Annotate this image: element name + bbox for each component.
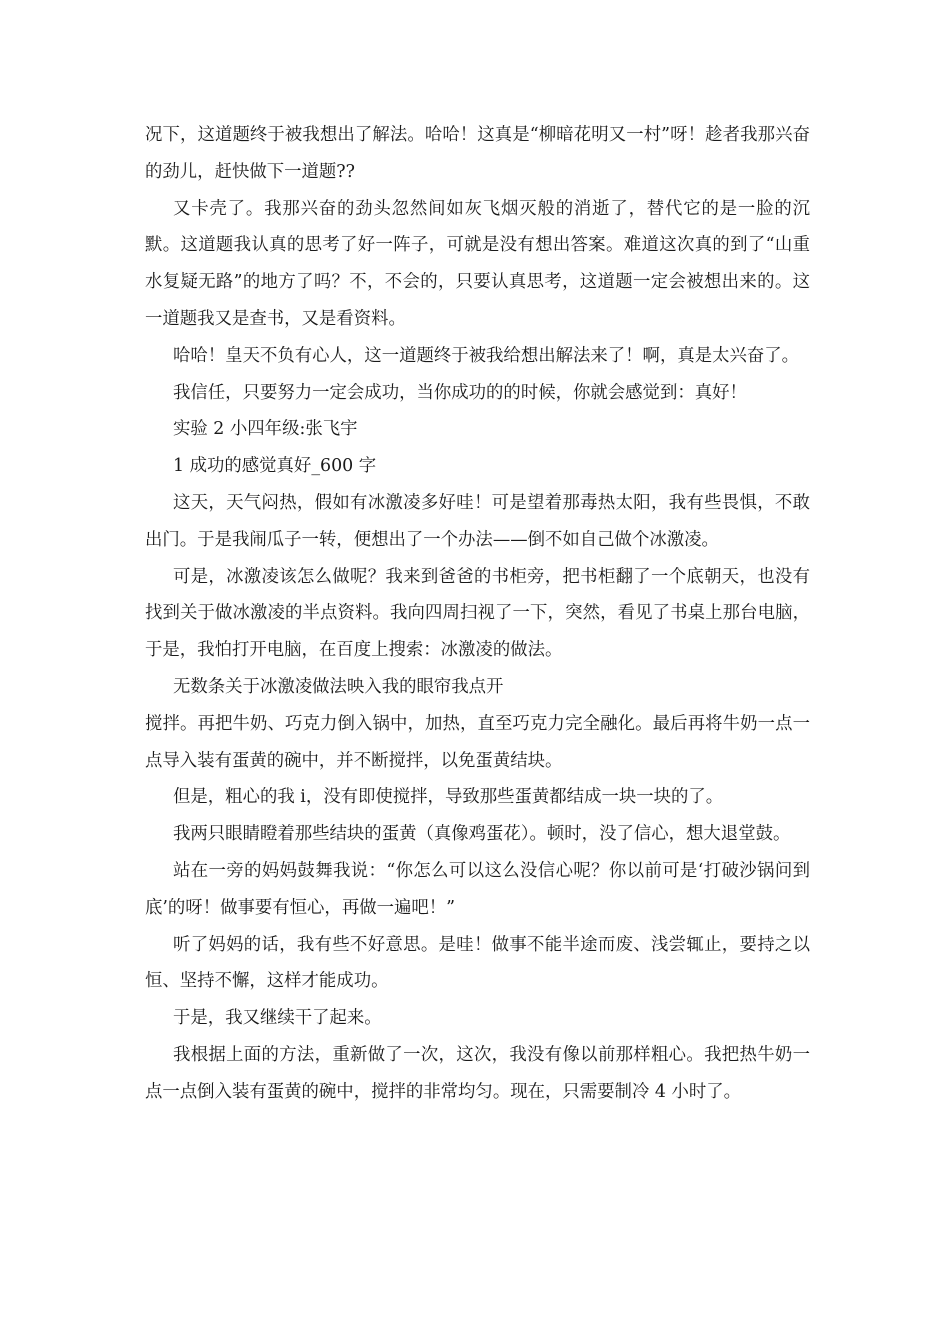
paragraph: 我两只眼睛瞪着那些结块的蛋黄（真像鸡蛋花）。顿时，没了信心，想大退堂鼓。 (173, 824, 791, 845)
paragraph: 哈哈！皇天不负有心人，这一道题终于被我给想出解法来了！啊，真是太兴奋了。 (173, 345, 800, 366)
paragraph: 1 成功的感觉真好_600 字 (173, 456, 377, 477)
paragraph: 况下，这道题终于被我想出了解法。哈哈！这真是“柳暗花明又一村”呀！趁者我那兴奋的劲儿，赶快做下一道题?? (145, 125, 810, 182)
paragraph: 实验 2 小四年级:张飞宇 (173, 419, 358, 440)
paragraph: 可是，冰激凌该怎么做呢？我来到爸爸的书柜旁，把书柜翻了一个底朝天，也没有找到关于做冰激凌的半点资料。我向四周扫视了一下，突然，看见了书桌上那台电脑，于是，我怕打开电脑，在百度上搜索：冰激凌的做法。 (145, 566, 810, 661)
paragraph: 于是，我又继续干了起来。 (173, 1008, 382, 1029)
paragraph: 站在一旁的妈妈鼓舞我说：“你怎么可以这么没信心呢？你以前可是‘打破沙锅问到底’的呀！做事要有恒心，再做一遍吧！” (145, 860, 810, 918)
paragraph: 这天，天气闷热，假如有冰激凌多好哇！可是望着那毒热太阳，我有些畏惧，不敢出门。于是我闹瓜子一转，便想出了一个办法——倒不如自己做个冰激凌。 (145, 492, 810, 550)
paragraph: 又卡壳了。我那兴奋的劲头忽然间如灰飞烟灭般的消逝了，替代它的是一脸的沉默。这道题我认真的思考了好一阵子，可就是没有想出答案。难道这次真的到了“山重水复疑无路”的地方了吗？不，不会的，只要认真思考，这道题一定会被想出来的。这一道题我又是查书，又是看资料。 (145, 198, 810, 329)
paragraph: 我信任，只要努力一定会成功，当你成功的的时候，你就会感觉到：真好！ (173, 382, 747, 403)
document-body (145, 117, 810, 1111)
paragraph: 无数条关于冰激凌做法映入我的眼帘我点开 (173, 676, 504, 697)
paragraph: 听了妈妈的话，我有些不好意思。是哇！做事不能半途而废、浅尝辄止，要持之以恒、坚持不懈，这样才能成功。 (145, 934, 810, 992)
paragraph: 但是，粗心的我 i，没有即使搅拌，导致那些蛋黄都结成一块一块的了。 (173, 787, 724, 808)
paragraph: 我根据上面的方法，重新做了一次，这次，我没有像以前那样粗心。我把热牛奶一点一点倒入装有蛋黄的碗中，搅拌的非常均匀。现在，只需要制冷 4 小时了。 (145, 1044, 810, 1102)
paragraph: 搅拌。再把牛奶、巧克力倒入锅中，加热，直至巧克力完全融化。最后再将牛奶一点一点导入装有蛋黄的碗中，并不断搅拌，以免蛋黄结块。 (145, 713, 810, 771)
